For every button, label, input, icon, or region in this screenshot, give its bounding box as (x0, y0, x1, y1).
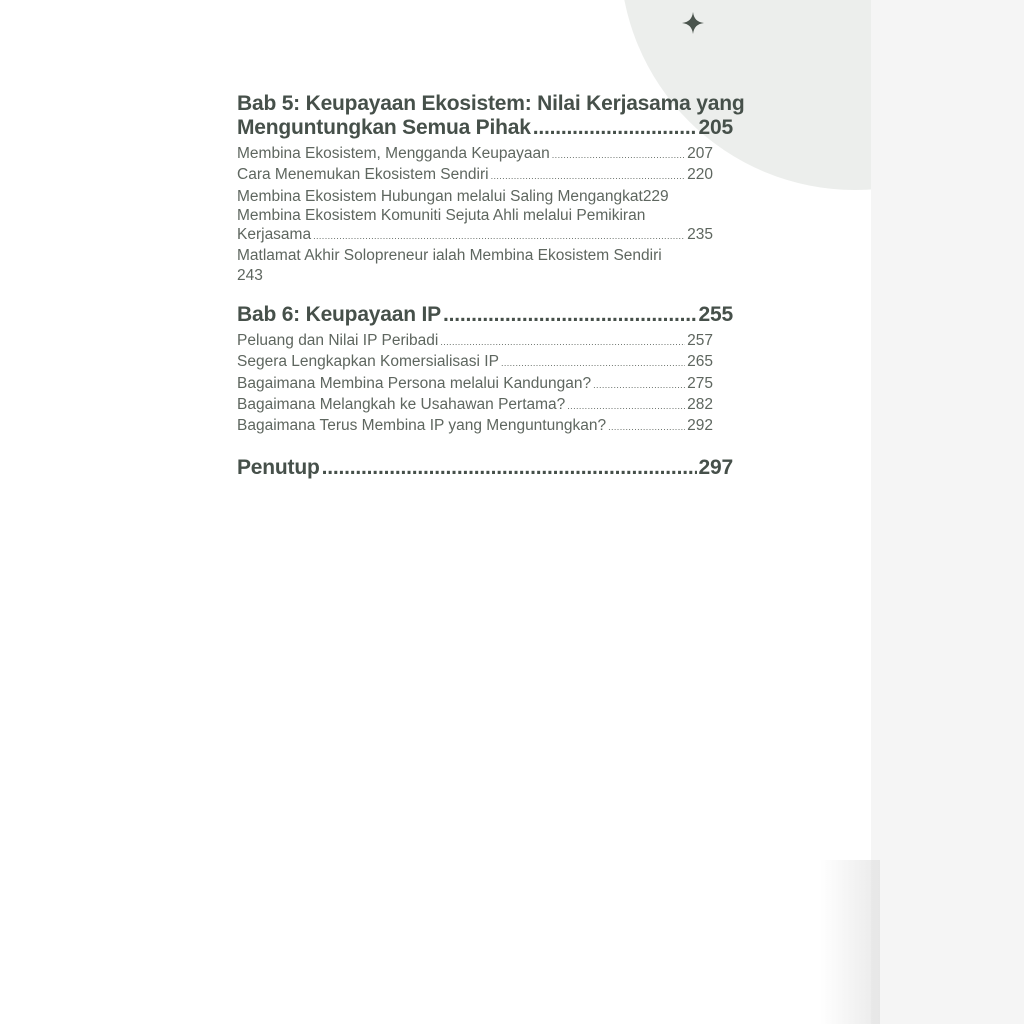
toc-entry-page: 207 (687, 145, 713, 162)
toc-entry[interactable] (237, 246, 713, 285)
toc-entry-title: Bagaimana Melangkah ke Usahawan Pertama? (237, 395, 566, 413)
toc-entry-page: 275 (687, 374, 713, 392)
toc-entry-title: Bagaimana Membina Persona melalui Kandungan? (237, 374, 592, 392)
page-edge-background (871, 0, 1024, 1024)
penutup-page: 297 (698, 455, 733, 479)
toc-entry-title: Bagaimana Terus Membina IP yang Menguntungkan? (237, 417, 607, 435)
toc-entry-page: 282 (687, 395, 713, 413)
chapter-6-title[interactable] (237, 303, 737, 327)
penutup-title[interactable] (237, 456, 737, 480)
toc-entry-page: 243 (237, 266, 263, 284)
four-point-star-icon (681, 11, 705, 35)
chapter-5-title[interactable] (237, 92, 745, 140)
toc-entry-row (237, 225, 713, 246)
toc-entry-title-cont: Kerjasama (237, 226, 312, 244)
penutup-title-row (237, 456, 733, 480)
toc-entry[interactable] (237, 144, 713, 165)
leader-dots (501, 354, 685, 373)
leader-dots (593, 376, 685, 395)
toc-entry-page: 235 (687, 226, 713, 244)
toc-entry-title: Membina Ekosistem, Mengganda Keupayaan (237, 145, 550, 162)
toc-entry[interactable] (237, 206, 713, 247)
chapter-6-entries (237, 331, 713, 437)
chapter-5-title-line1: Bab 5: Keupayaan Ekosistem: Nilai Kerjasama yang (237, 92, 745, 115)
toc-entry[interactable] (237, 187, 713, 206)
leader-dots (491, 167, 686, 186)
leader-dots (313, 227, 685, 246)
chapter-5-entries (237, 144, 713, 285)
toc-entry[interactable] (237, 331, 713, 352)
toc-entry[interactable] (237, 374, 713, 395)
chapter-6-title-text: Bab 6: Keupayaan IP (237, 303, 441, 327)
toc-entry-title: Membina Ekosistem Komuniti Sejuta Ahli melalui Pemikiran (237, 206, 646, 224)
toc-entry-title: Segera Lengkapkan Komersialisasi IP (237, 353, 499, 371)
table-of-contents (237, 92, 745, 480)
page-curl-shadow (820, 860, 880, 1024)
toc-entry-page: 220 (687, 166, 713, 184)
penutup-title-text: Penutup (237, 455, 320, 479)
toc-entry-title: Cara Menemukan Ekosistem Sendiri (237, 166, 489, 184)
leader-dots (443, 303, 697, 327)
leader-dots (608, 418, 685, 437)
toc-entry[interactable] (237, 165, 713, 186)
toc-entry[interactable] (237, 416, 713, 437)
toc-entry-title: Peluang dan Nilai IP Peribadi (237, 332, 439, 350)
toc-entry-page: 265 (687, 353, 713, 371)
toc-entry-title: Membina Ekosistem Hubungan melalui Saling Mengangkat (237, 187, 643, 205)
leader-dots (533, 116, 697, 140)
leader-dots (567, 397, 685, 416)
leader-dots (440, 333, 685, 352)
chapter-5-title-row (237, 116, 733, 140)
toc-entry-page: 257 (687, 332, 713, 350)
chapter-6-title-row (237, 303, 733, 327)
toc-entry-page: 229 (642, 187, 669, 205)
toc-entry-title: Matlamat Akhir Solopreneur ialah Membina Ekosistem Sendiri (237, 247, 662, 265)
chapter-5-page: 205 (698, 116, 733, 139)
toc-entry[interactable] (237, 352, 713, 373)
chapter-6-page: 255 (698, 303, 733, 327)
leader-dots (322, 456, 697, 480)
toc-entry-page: 292 (687, 417, 713, 435)
leader-dots (552, 146, 685, 165)
toc-entry[interactable] (237, 395, 713, 416)
chapter-5-title-line2: Menguntungkan Semua Pihak (237, 116, 531, 139)
